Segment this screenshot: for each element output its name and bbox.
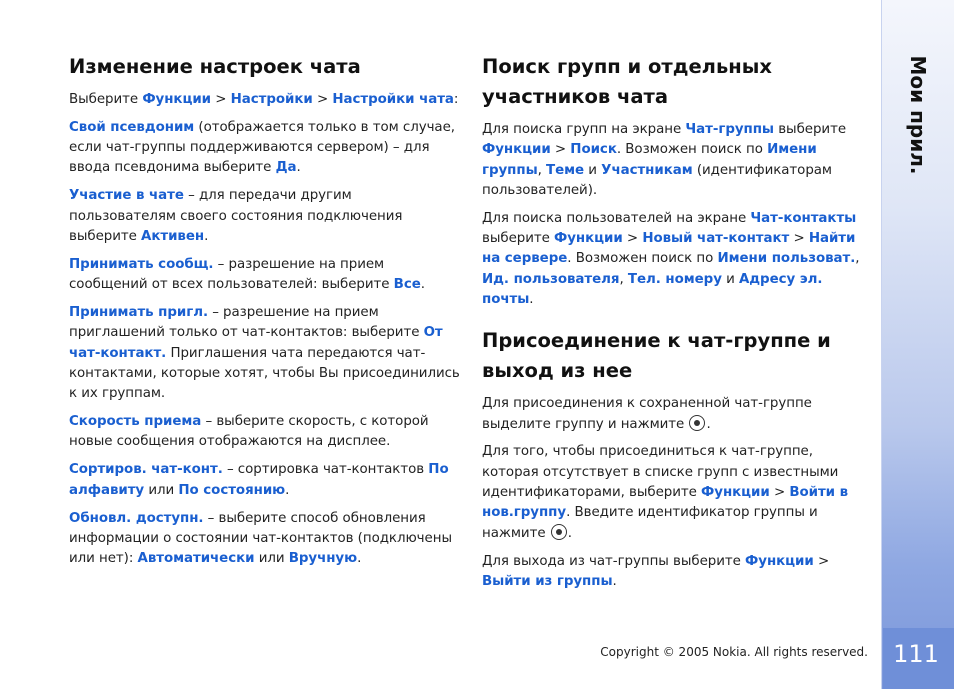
left-column [69,52,461,577]
para-nickname: Свой псевдоним (отображается только в том случае, если чат-группы поддерживаются сервером) – для ввода псевдонима выберите Да. [69,119,455,176]
para-availability-update: Обновл. доступн. – выберите способ обновления информации о состоянии чат-контактов (подключены или нет): Автоматически или Вручную. [69,510,452,567]
option-accept-invites: Принимать пригл. [69,305,208,321]
right-column [482,52,870,600]
value-all: Все [393,277,421,293]
para-accept-messages: Принимать сообщ. – разрешение на прием сообщений от всех пользователей: выберите Все. [69,256,425,293]
value-manual: Вручную [288,551,358,567]
para-msg-speed: Скорость приема – выберите скорость, с которой новые сообщения отображаются на дисплее. [69,414,429,450]
search-by-user-id: Ид. пользователя [482,271,620,287]
menu-leave-group: Выйти из группы [482,573,613,589]
option-presence: Участие в чате [69,188,184,204]
search-by-email: Адресу эл. почты [482,271,823,307]
heading-chat-settings: Изменение настроек чата [69,55,361,78]
value-yes: Да [275,160,297,176]
section-label: Мои прил. [906,55,930,175]
search-by-user-name: Имени пользоват. [717,251,856,267]
value-automatic: Автоматически [137,551,255,567]
para-join-new: Для того, чтобы присоединиться к чат-группе, которая отсутствует в списке групп с известными идентификаторами, выберите Функции > Войти в нов.группу. Введите идентификатор группы и нажмите . [482,444,849,541]
option-msg-speed: Скорость приема [69,414,202,430]
value-by-status: По состоянию [178,482,286,498]
option-availability-update: Обновл. доступн. [69,510,204,526]
value-active: Активен [141,228,205,244]
menu-settings: Настройки [230,92,313,107]
search-by-topic: Теме [546,162,585,178]
menu-new-contact: Новый чат-контакт [642,231,790,247]
para-search-groups: Для поиска групп на экране Чат-группы выберите Функции > Поиск. Возможен поиск по Имени группы, Теме и Участникам (идентификаторам пользователей). [482,122,847,198]
page-number-box [883,628,954,689]
joystick-select-icon [551,524,567,540]
menu-functions: Функции [482,142,551,158]
page-number: 111 [893,640,939,668]
value-from-contacts: От чат-контакт. [69,325,443,361]
heading-join-leave: Присоединение к чат-группе и выход из нее [482,329,831,383]
menu-join-new-group: Войти в нов.группу [482,485,849,521]
para-join-saved: Для присоединения к сохраненной чат-группе выделите группу и нажмите . [482,396,812,432]
option-accept-messages: Принимать сообщ. [69,256,214,272]
copyright: Copyright © 2005 Nokia. All rights reserved. [600,645,868,659]
menu-search: Поиск [570,142,617,158]
para-search-users: Для поиска пользователей на экране Чат-контакты выберите Функции > Новый чат-контакт > Найти на сервере. Возможен поиск по Имени пользоват., Ид. пользователя, Тел. номеру и Адресу эл. почты. [482,210,860,307]
heading-search-groups: Поиск групп и отдельных участников чата [482,55,772,108]
joystick-select-icon [689,415,705,431]
option-nickname: Свой псевдоним [69,119,195,135]
view-chat-groups: Чат-группы [685,122,774,137]
menu-functions: Функции [745,553,814,569]
menu-chat-settings: Настройки чата [332,92,454,107]
para-leave-group: Для выхода из чат-группы выберите Функции > Выйти из группы. [482,553,830,589]
option-sort-contacts: Сортиров. чат-конт. [69,462,223,478]
menu-functions: Функции [142,92,212,107]
menu-functions: Функции [701,485,770,501]
section-tab [889,55,947,175]
menu-functions: Функции [554,231,623,247]
value-alphabetical: По алфавиту [69,462,449,498]
search-by-members: Участникам [601,162,693,178]
view-chat-contacts: Чат-контакты [750,210,857,226]
para-presence: Участие в чате – для передачи другим пользователям своего состояния подключения выберите Активен. [69,188,403,244]
menu-find-on-server: Найти на сервере [482,231,856,267]
para-sort-contacts: Сортиров. чат-конт. – сортировка чат-контактов По алфавиту или По состоянию. [69,462,449,498]
para-select-settings: Выберите Функции > Настройки > Настройки чата: [69,92,459,107]
para-accept-invites: Принимать пригл. – разрешение на прием приглашений только от чат-контактов: выберите От чат-контакт. Приглашения чата передаются чат-контактами, которые хотят, чтобы Вы присоединились к их группам. [69,305,460,402]
search-by-phone: Тел. номеру [627,271,722,287]
search-by-group-name: Имени группы [482,142,817,178]
